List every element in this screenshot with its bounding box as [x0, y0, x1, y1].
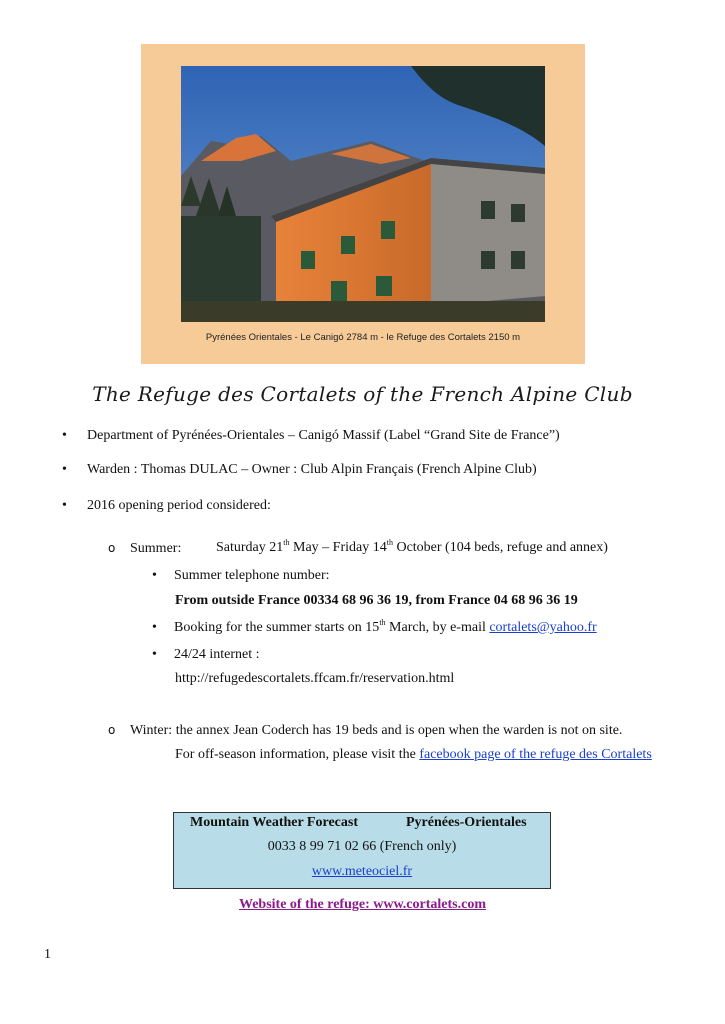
- booking-item: • Booking for the summer starts on 15th March, by e-mail cortalets@yahoo.fr: [152, 618, 597, 635]
- website-link[interactable]: Website of the refuge: www.cortalets.com: [238, 897, 486, 912]
- bullet-icon: •: [62, 462, 67, 477]
- bullet-icon: •: [62, 428, 67, 443]
- weather-forecast-box: Mountain Weather Forecast Pyrénées-Orientales 0033 8 99 71 02 66 (French only) www.meteociel.fr: [173, 812, 551, 889]
- winter-item: o Winter: the annex Jean Coderch has 19 beds and is open when the warden is not on site.: [108, 723, 623, 738]
- bullet-icon: •: [152, 620, 157, 635]
- weather-phone: 0033 8 99 71 02 66 (French only): [267, 839, 457, 854]
- photo-frame: [141, 44, 585, 364]
- bullet-icon: •: [62, 498, 67, 513]
- summer-dates: Saturday 21th May – Friday 14th October (104 beds, refuge and annex): [216, 538, 608, 555]
- offseason-line: For off-season information, please visit the facebook page of the refuge des Cortalets: [175, 747, 652, 762]
- summer-item: [108, 539, 181, 558]
- refuge-photo: [181, 66, 545, 322]
- list-item-opening: • 2016 opening period considered:: [62, 498, 271, 513]
- summer-phone-numbers: From outside France 00334 68 96 36 19, from France 04 68 96 36 19: [175, 593, 578, 608]
- internet-item: • 24/24 internet :: [152, 647, 260, 662]
- page-number: 1: [44, 947, 51, 962]
- booking-email-link[interactable]: cortalets@yahoo.fr: [489, 620, 597, 635]
- list-item-department: • Department of Pyrénées-Orientales – Canigó Massif (Label “Grand Site de France”): [62, 428, 560, 443]
- meteociel-link[interactable]: www.meteociel.fr: [311, 864, 413, 879]
- circle-bullet-icon: o: [108, 541, 116, 555]
- facebook-page-link[interactable]: facebook page of the refuge des Cortalets: [419, 747, 652, 762]
- list-item-warden: • Warden : Thomas DULAC – Owner : Club Alpin Français (French Alpine Club): [62, 462, 537, 477]
- summer-label: Summer:: [130, 541, 182, 556]
- page-title: The Refuge des Cortalets of the French Alpine Club: [92, 382, 633, 406]
- bullet-icon: •: [152, 647, 157, 662]
- photo-caption: Pyrénées Orientales - Le Canigó 2784 m - le Refuge des Cortalets 2150 m: [205, 331, 521, 343]
- bullet-icon: •: [152, 568, 157, 583]
- summer-phone-item: • Summer telephone number:: [152, 568, 330, 583]
- internet-url: http://refugedescortalets.ffcam.fr/reservation.html: [175, 671, 455, 686]
- circle-bullet-icon: o: [108, 723, 116, 737]
